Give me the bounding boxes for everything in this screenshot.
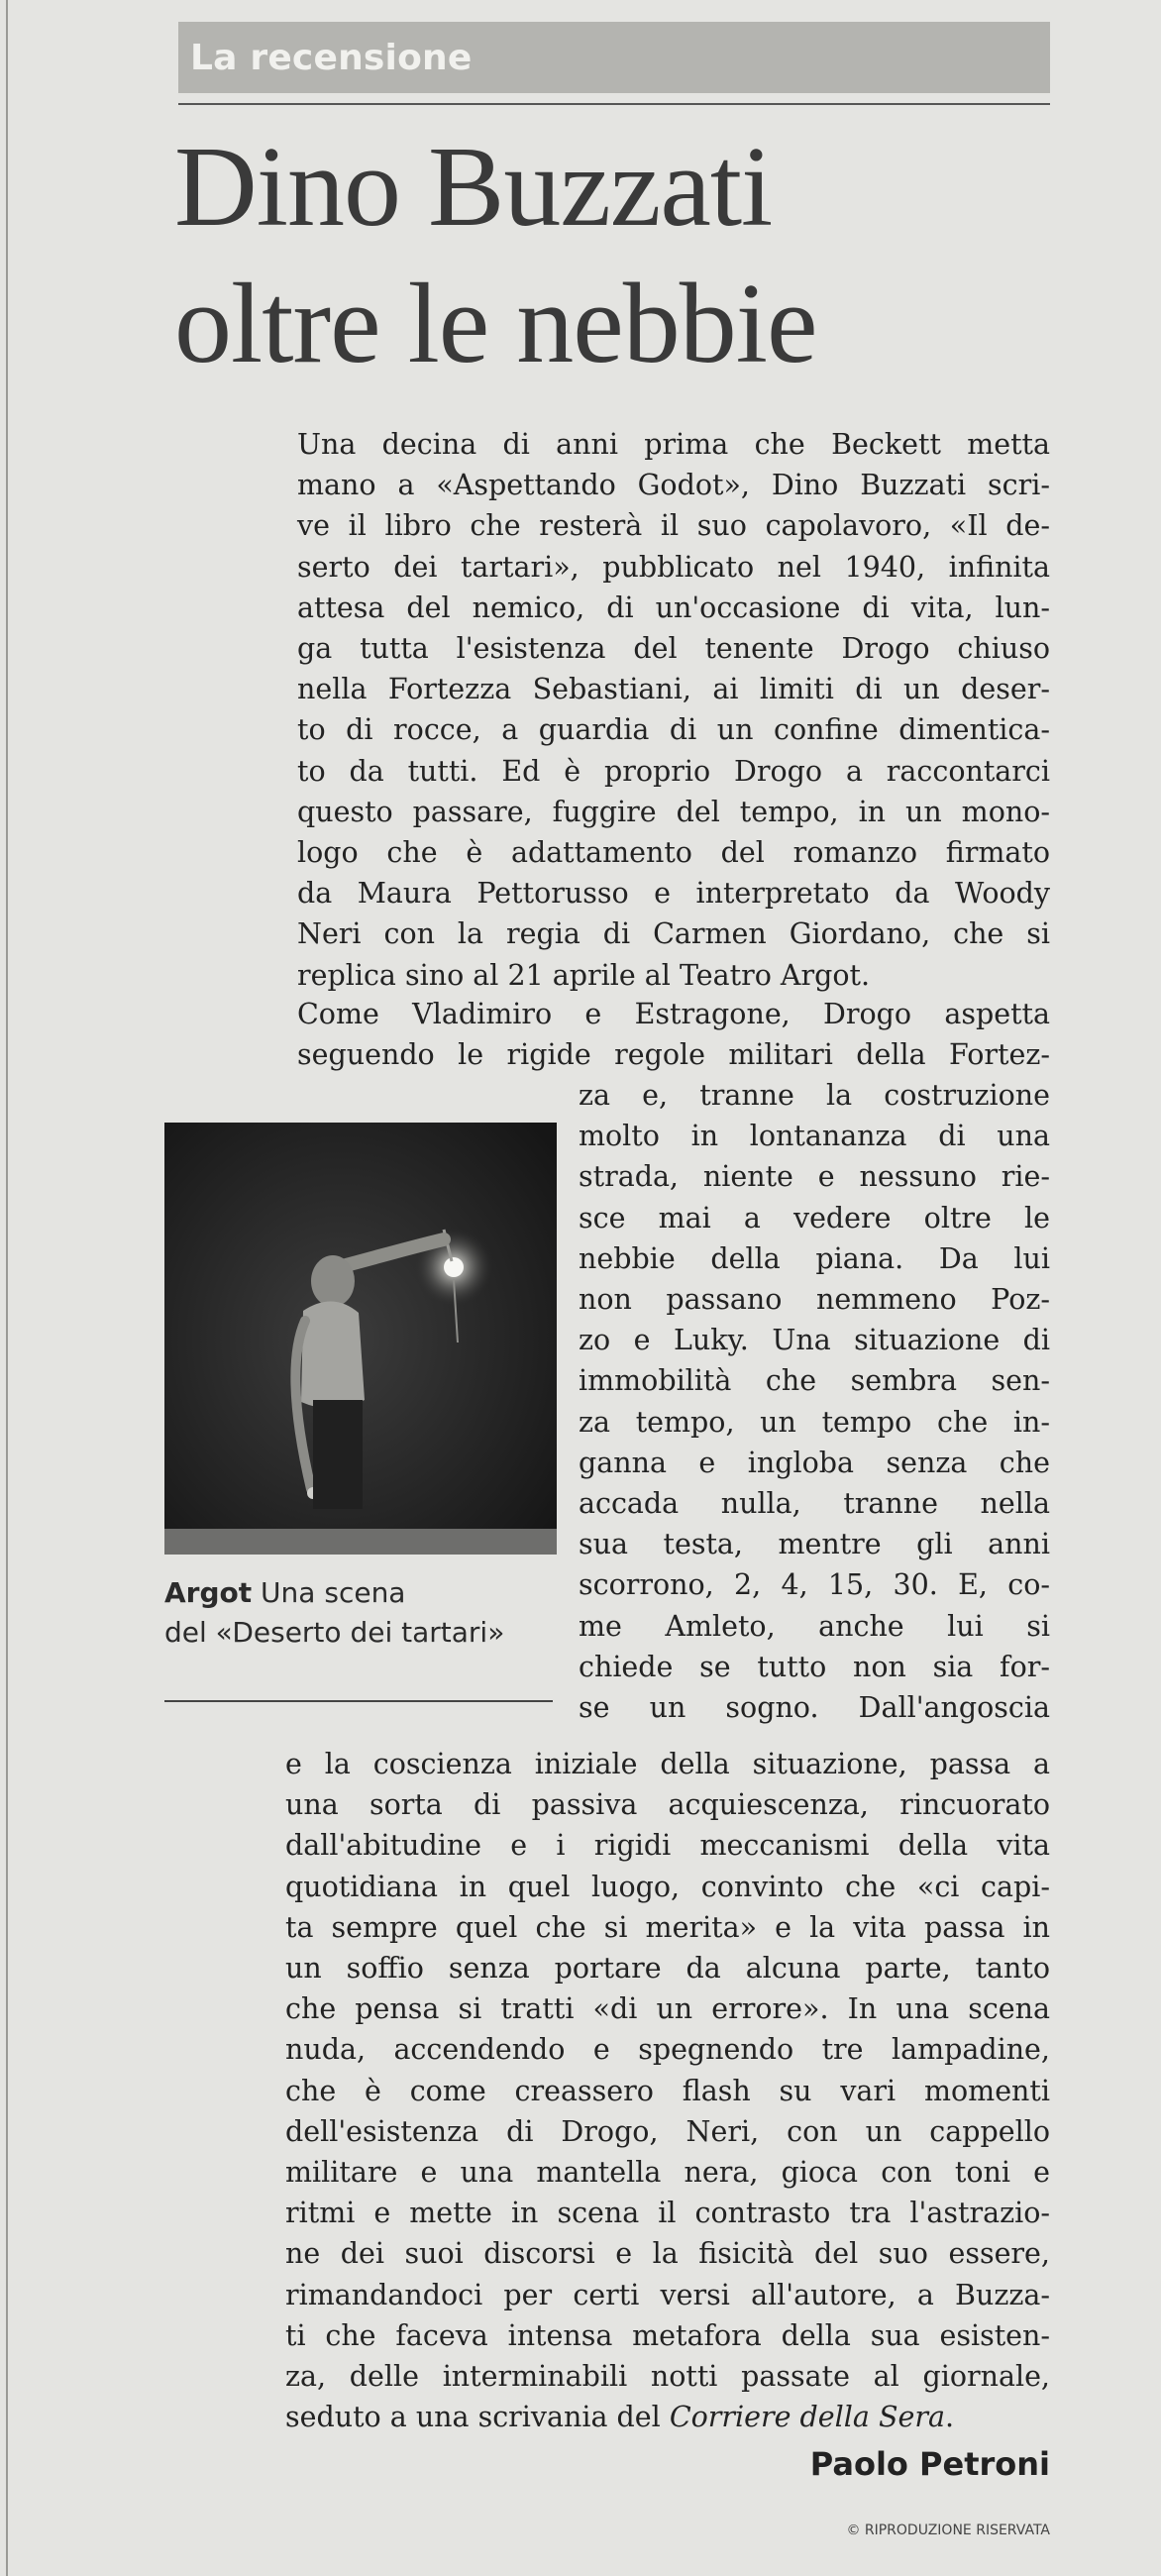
text-line: che è come creassero flash su vari momenti [285, 2074, 1050, 2107]
text-line: accada nulla, tranne nella [579, 1487, 1050, 1521]
caption-text: Una scena [252, 1576, 406, 1609]
article-paragraph-1 [297, 424, 1050, 996]
text-line-final [285, 2397, 1050, 2437]
author-byline: Paolo Petroni [809, 2445, 1050, 2483]
text-line: Una decina di anni prima che Beckett metta [297, 428, 1050, 461]
text-line: una sorta di passiva acquiescenza, rincuorato [285, 1788, 1050, 1822]
text-line: un soffio senza portare da alcuna parte, tanto [285, 1952, 1050, 1986]
section-banner [178, 22, 1050, 93]
text-line: questo passare, fuggire del tempo, in un mono- [297, 795, 1050, 828]
stage-photo [164, 1123, 557, 1555]
text-line: scorrono, 2, 4, 15, 30. E, co- [579, 1568, 1050, 1602]
text-line: chiede se tutto non sia for- [579, 1650, 1050, 1683]
text-line: quotidiana in quel luogo, convinto che «ci capi- [285, 1870, 1050, 1903]
headline [174, 119, 1046, 392]
text-line: to da tutti. Ed è proprio Drogo a raccontarci [297, 754, 1050, 788]
text-line: mano a «Aspettando Godot», Dino Buzzati scri- [297, 469, 1050, 502]
text-line: replica sino al 21 aprile al Teatro Argot. [297, 958, 871, 992]
text-line: ve il libro che resterà il suo capolavoro, «Il de- [297, 509, 1050, 543]
text-line: sua testa, mentre gli anni [579, 1528, 1050, 1561]
text-line: dell'esistenza di Drogo, Neri, con un cappello [285, 2114, 1050, 2148]
article-paragraph-2-continued [579, 1075, 1050, 1728]
text-fragment: . [944, 2401, 955, 2434]
text-line: non passano nemmeno Poz- [579, 1283, 1050, 1317]
caption-label: Argot [164, 1576, 253, 1609]
text-line: militare e una mantella nera, gioca con toni e [285, 2156, 1050, 2190]
photo-caption [164, 1573, 571, 1653]
caption-line-1 [164, 1573, 571, 1613]
text-line: zo e Luky. Una situazione di [579, 1324, 1050, 1357]
caption-line-2: del «Deserto dei tartari» [164, 1616, 505, 1649]
text-line: se un sogno. Dall'angoscia [579, 1691, 1050, 1725]
text-line: za e, tranne la costruzione [579, 1079, 1050, 1112]
caption-rule [164, 1700, 553, 1702]
text-line: ti che faceva intensa metafora della sua esisten- [285, 2318, 1050, 2352]
text-line: dall'abitudine e i rigidi meccanismi della vita [285, 1829, 1050, 1863]
text-line: za tempo, un tempo che in- [579, 1405, 1050, 1439]
text-line: serto dei tartari», pubblicato nel 1940, infinita [297, 550, 1050, 584]
headline-line-1: Dino Buzzati [174, 124, 773, 251]
headline-line-2: oltre le nebbie [174, 261, 817, 387]
text-line: ganna e ingloba senza che [579, 1446, 1050, 1479]
text-line: molto in lontananza di una [579, 1120, 1050, 1153]
text-line: attesa del nemico, di un'occasione di vita, lun- [297, 590, 1050, 624]
article-paragraph-2-end [285, 1744, 1050, 2437]
text-line: logo che è adattamento del romanzo firmato [297, 836, 1050, 870]
text-line: za, delle interminabili notti passate al giornale, [285, 2360, 1050, 2394]
text-line: ritmi e mette in scena il contrasto tra l'astrazio- [285, 2197, 1050, 2230]
section-label: La recensione [190, 37, 473, 78]
text-line: ne dei suoi discorsi e la fisicità del suo essere, [285, 2237, 1050, 2271]
text-line: strada, niente e nessuno rie- [579, 1160, 1050, 1194]
text-line: e la coscienza iniziale della situazione, passa a [285, 1748, 1050, 1780]
text-line: nebbie della piana. Da lui [579, 1241, 1050, 1275]
banner-rule [178, 103, 1050, 105]
text-line: me Amleto, anche lui si [579, 1609, 1050, 1643]
text-line: nuda, accendendo e spegnendo tre lampadine, [285, 2033, 1050, 2067]
text-line: ta sempre quel che si merita» e la vita passa in [285, 1910, 1050, 1944]
text-line: nella Fortezza Sebastiani, ai limiti di un deser- [297, 673, 1050, 706]
text-line: Neri con la regia di Carmen Giordano, che si [297, 917, 1050, 951]
text-line: immobilità che sembra sen- [579, 1364, 1050, 1398]
text-line: to di rocce, a guardia di un confine dimentica- [297, 713, 1050, 747]
text-fragment: seduto a una scrivania del [285, 2401, 670, 2434]
actor-with-lantern-image [164, 1123, 557, 1555]
text-line: sce mai a vedere oltre le [579, 1201, 1050, 1234]
text-line: rimandandoci per certi versi all'autore, a Buzza- [285, 2278, 1050, 2311]
text-line: Come Vladimiro e Estragone, Drogo aspetta [297, 998, 1050, 1030]
copyright-notice: © RIPRODUZIONE RISERVATA [846, 2522, 1050, 2538]
column-divider [6, 0, 8, 2576]
article-paragraph-2 [297, 994, 1050, 1075]
newspaper-title: Corriere della Sera [669, 2401, 945, 2434]
text-line: che pensa si tratti «di un errore». In una scena [285, 1992, 1050, 2026]
text-line: seguendo le rigide regole militari della Fortez- [297, 1038, 1050, 1072]
text-line: da Maura Pettorusso e interpretato da Woody [297, 877, 1050, 911]
text-line: ga tutta l'esistenza del tenente Drogo chiuso [297, 632, 1050, 666]
